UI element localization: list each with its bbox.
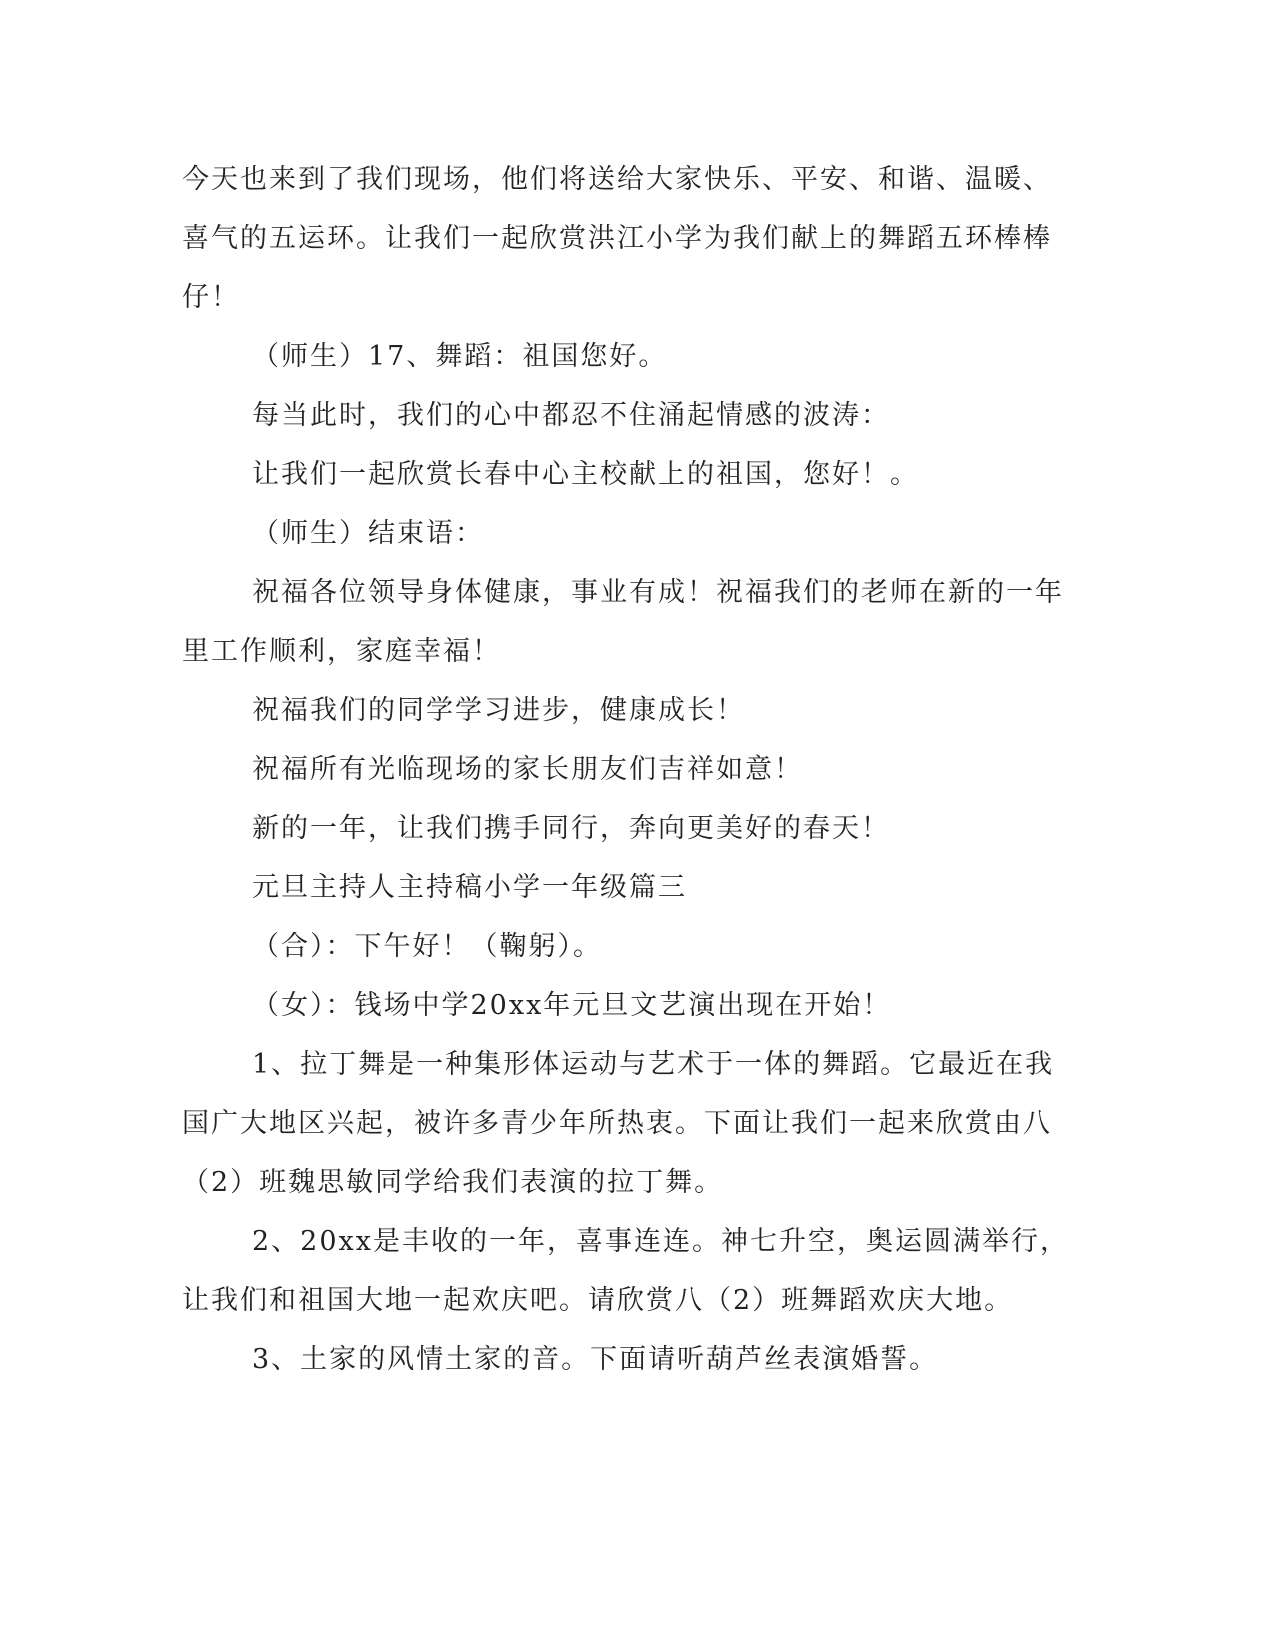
text-line: 1、拉丁舞是一种集形体运动与艺术于一体的舞蹈。它最近在我: [252, 1049, 1055, 1080]
text-line: （师生）17、舞蹈：祖国您好。: [252, 341, 668, 372]
text-line: 让我们一起欣赏长春中心主校献上的祖国，您好！。: [252, 459, 919, 490]
text-line: 3、土家的风情土家的音。下面请听葫芦丝表演婚誓。: [252, 1344, 939, 1375]
text-line: 国广大地区兴起，被许多青少年所热衷。下面让我们一起来欣赏由八: [182, 1108, 1052, 1139]
text-line: 仔！: [182, 282, 240, 313]
text-line: 新的一年，让我们携手同行，奔向更美好的春天！: [252, 813, 890, 844]
text-line: （女）：钱场中学20xx年元旦文艺演出现在开始！: [252, 990, 892, 1021]
text-line: 今天也来到了我们现场，他们将送给大家快乐、平安、和谐、温暖、: [182, 164, 1052, 195]
text-line: 每当此时，我们的心中都忍不住涌起情感的波涛：: [252, 400, 890, 431]
section-heading: 元旦主持人主持稿小学一年级篇三: [252, 872, 687, 903]
text-line: 里工作顺利，家庭幸福！: [182, 636, 501, 667]
text-line: （师生）结束语：: [252, 518, 484, 549]
text-line: 让我们和祖国大地一起欢庆吧。请欣赏八（2）班舞蹈欢庆大地。: [182, 1285, 1014, 1316]
text-line: （2）班魏思敏同学给我们表演的拉丁舞。: [182, 1167, 724, 1198]
text-line: 祝福各位领导身体健康，事业有成！祝福我们的老师在新的一年: [252, 577, 1064, 608]
text-line: 2、20xx是丰收的一年，喜事连连。神七升空，奥运圆满举行，: [252, 1226, 1069, 1257]
text-line: 祝福所有光临现场的家长朋友们吉祥如意！: [252, 754, 803, 785]
text-line: 喜气的五运环。让我们一起欣赏洪江小学为我们献上的舞蹈五环棒棒: [182, 223, 1052, 254]
text-line: 祝福我们的同学学习进步，健康成长！: [252, 695, 745, 726]
text-line: （合）：下午好！（鞠躬）。: [252, 931, 602, 962]
document-body: [182, 150, 1069, 1389]
